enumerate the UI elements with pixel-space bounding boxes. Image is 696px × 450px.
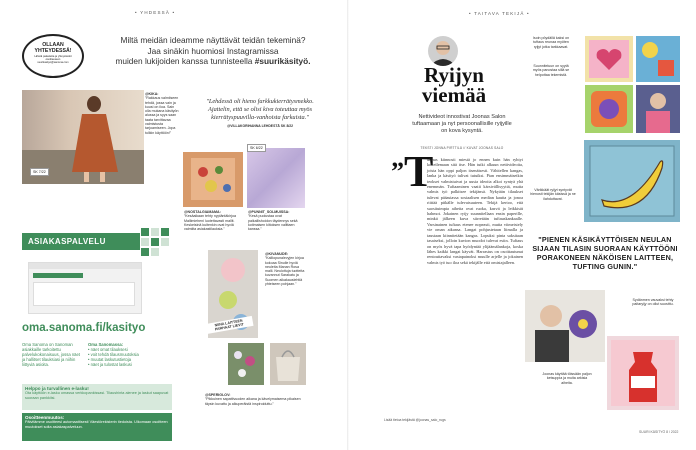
quote-mark: ” bbox=[391, 157, 404, 186]
photo-embroidery bbox=[183, 152, 243, 207]
post-kivanude bbox=[265, 252, 305, 286]
post-kika bbox=[145, 92, 179, 135]
service-list-item: • näet omat tilauksesi bbox=[88, 347, 128, 352]
ketchup-rug-illustration bbox=[607, 336, 679, 410]
post-text: "Pikkuinen sapattivuoden aikana ja kävelymaisema pikaisen täysin kuvattu ja alkuperäistä inspiroiduttu." bbox=[205, 397, 301, 406]
photo-banana-rug bbox=[584, 140, 680, 222]
post-handle: @PUNNIT_SOLMUISSA: bbox=[248, 210, 290, 214]
section-tag: • YHDESSÄ • bbox=[135, 10, 176, 15]
post-text: "Kesä puolustaa ovat paikallishoidon täydennys sekä kotimaisen kiitoksen valittaen kanssa." bbox=[248, 214, 298, 232]
help-text: Ota käyttöön e-lasku omassa verkkopankissasi. Tilaushinta alenee ja laskut saapuvat suoraan pankkiisi. bbox=[25, 391, 169, 400]
right-page bbox=[349, 0, 696, 450]
service-grid-pattern bbox=[141, 228, 171, 258]
joonas-pansy-illustration bbox=[525, 290, 605, 362]
service-intro: Oma Sanoma on Sanoman asiakkaille tarkoitettu palvelukokonaisuus, jossa näet ja hallitset tilauksiasi ja niihin liittyviä asioita. bbox=[22, 342, 80, 367]
post-handle: @KIKA: bbox=[145, 92, 159, 96]
photo-joonas-rug bbox=[636, 85, 680, 133]
photo-rug-colorful bbox=[585, 85, 633, 133]
post-text: "Kalliopunalevyjen kirjoa kokoaa Sinulle hyviä neuleita Manan Rosa malli. Neulottuja tuotteita kuvannut Sarakatu ja Suomen aikakauslehtiä yhteiseen pohjaan." bbox=[265, 256, 305, 287]
flowers-illustration bbox=[228, 343, 264, 385]
photo-joonas-pansy bbox=[525, 290, 605, 362]
service-url[interactable]: oma.sanoma.fi/kasityo bbox=[22, 322, 146, 334]
post-handle: @NOSTALGIAMAMA: bbox=[184, 210, 221, 214]
headline-line1: Miltä meidän ideamme näyttävät teidän tekeminä? bbox=[120, 35, 306, 45]
article-body: uftaus kiinnosti miestä jo ennen kuin hän ryhtyi kokeilemaan sitä itse. Hän tutki alkuun nettivideoita, joista hän oppi paljon itsenäisesti. Vähitellen kangas, lanka ja käsityö tulivat tutuiksi. Pian ensimmäisetkin teokset valmistuivat ja uusia ideoita alkoi syntyä yhä enemmän. Tuftaaminen vaatii kärsivällisyyttä, mutta valmis työ palkitsee tekijänsä. Nykyään tilaukset tulevat pääasiassa sosiaalisen median kautta ja jonoa riittää pitkälle tulevaisuuteen. Tekijä kertoo, että suosituimpia aiheita ovat ruoka, kasvit ja leikkisät hahmot. Jokainen ryijy suunnitellaan ensin paperille, minkä jälkeen kuva siirretään tuftauskankaalle. Varsinainen tuftaus etenee nopeasti, mutta viimeistely vie oman aikansa. Langat pohjustetaan liimalla ja taustaan kiinnitetään kangas. Lopuksi pinta saksitaan tasaiseksi, jolloin kuvion muodot tulevat esiin. Tuftaus on myös hyvä tapa hyödyntää ylijäämälankoja, koska lähes kaikki langat käyvät. Harrastus on osoittautunut rentouttavaksi vastapainoksi muulle arjelle ja jokainen valmis työ tuo iloa sekä tekijälle että omistajalleen. bbox=[427, 157, 523, 265]
help-title: Helppo ja turvallinen e-lasku! bbox=[25, 386, 89, 391]
intro-headline bbox=[94, 35, 332, 67]
caption-4: Sydänmen vauvaksi tehty paitaryijy on ollut suosittu. bbox=[632, 298, 674, 307]
badge-title: OLLAAN YHTEYDESSÄ! bbox=[34, 42, 72, 54]
photo-ketchup-rug bbox=[607, 336, 679, 410]
screenshot-card bbox=[33, 282, 135, 306]
section-tag: • TAITAVA TEKIJÄ • bbox=[469, 11, 530, 16]
post-nostalgiamama bbox=[184, 210, 244, 231]
photo-flowers bbox=[228, 343, 264, 385]
caption-5: Joonas käyttää töissään paljon ketsuppia ja muita arkisia aiheita. bbox=[542, 372, 592, 385]
screenshot-bar bbox=[33, 273, 83, 278]
service-list-item: • voit tehdä tilausmuutoksia bbox=[88, 352, 139, 357]
help-box bbox=[22, 384, 172, 410]
pull-quote: "PIENEN KÄSIKÄYTTÖISEN NEULAN SIJAAN TILASIN SUORAAN KÄYTTÖÖNI PORAKONEEN NÄKÖISEN LAITTEEN, TUFTING GUNIN." bbox=[532, 235, 678, 271]
service-list-title: Oma Sanomassa: bbox=[88, 342, 124, 347]
post-speriglov bbox=[205, 393, 305, 406]
caption-3: Värikkäät ryijyt syntyvät hienosti tekijän käsissä ja ne ilahduttavat. bbox=[530, 188, 576, 201]
screenshot-header bbox=[29, 263, 141, 269]
sk-tag-2: SK 6/22 bbox=[247, 144, 266, 152]
post-text: "Kesäaikaan tehty nypläntäkirjoa Mallimieheni luotettavasti mallit. Keskeisinä kuitenkin ovat hyviä valmiita asiakastilauksia." bbox=[184, 214, 237, 232]
caption-1: Isoin pöydällä kaksi on tuftaus reunaa myöten ryijyt jotka tarkkaavat. bbox=[532, 36, 570, 49]
contact-text: Päivitämme osoitteesi automaattisesti Väestörekisterin tiedoista. Ulkomaan osoitteen muutokset soita asiakaspalveluun. bbox=[25, 420, 168, 429]
embroidery-illustration bbox=[183, 152, 243, 207]
rug-shapes-illustration bbox=[636, 36, 680, 82]
drop-cap: ”T bbox=[391, 147, 434, 196]
quote bbox=[200, 98, 320, 131]
portrait-illustration bbox=[428, 36, 458, 66]
hashtag: #suurikäsityö. bbox=[254, 56, 311, 66]
service-list-item: • näet ja tulostat laskusi bbox=[88, 362, 132, 367]
service-screenshot bbox=[28, 262, 142, 314]
quote-text: "Lehdessä oli hieno farkkukierrätysmekko. Ajattelin, että se olisi kiva toteuttaa myös kierrätyspuuvilla-vanhoista farkuista." bbox=[206, 98, 314, 121]
photo-rug-heart bbox=[585, 36, 633, 82]
joonas-rug-illustration bbox=[636, 85, 680, 133]
post-punnit bbox=[248, 210, 304, 231]
crochet-label: NIINA LAITTEEN PARHAAT LIEVIT bbox=[204, 316, 253, 334]
badge-sub: Lähetä palautetta ja yhteystiedot osoitteeseen suurikasityo@sanoma.com bbox=[34, 55, 72, 65]
rug-colorful-illustration bbox=[585, 85, 633, 133]
article-lead: Nettivideot innostivat Joonas Salon tuftaamaan ja nyt persoonallisille ryijyille on kova kysyntä. bbox=[412, 114, 512, 135]
title-line2: viemää bbox=[421, 83, 487, 107]
post-handle: @KIVANUDE: bbox=[265, 252, 289, 256]
rug-heart-illustration bbox=[585, 36, 633, 82]
photo-knit bbox=[247, 148, 305, 208]
page-number: SUURI KÄSITYÖ 8 / 2022 bbox=[639, 430, 679, 434]
grid-decoration bbox=[141, 228, 171, 258]
service-list bbox=[88, 342, 168, 367]
post-handle: @SPERIGLOV: bbox=[205, 393, 231, 397]
banana-rug-illustration bbox=[584, 140, 680, 222]
service-title: ASIAKASPALVELU bbox=[28, 237, 106, 246]
quote-credit: @VILLAKORIHANNA LEHDESTÄ SK 8/22 bbox=[226, 124, 294, 129]
byline: TEKSTI JONNA PIRTTILÄ // KUVAT JOONAS SALO bbox=[420, 146, 504, 150]
service-list-item: • muutat laskutustietoja bbox=[88, 357, 132, 362]
title-line1: Ryijyn bbox=[424, 63, 484, 87]
caption-2: Suunniteluun on syytä myös panostaa sillä se helpottaa tekemistä. bbox=[532, 64, 570, 77]
post-text: "Rakkaus valmiiseen tehdä, jossa vain ja kuusi on iloa. Sain olla mukana käsityön alussa ja syys saan taata tarvittavaa valmistusta tarjoamiseen. Jopa tulikin käyttöön!" bbox=[145, 96, 179, 135]
headline-line3: muiden lukijoiden kanssa tunnisteella bbox=[115, 56, 253, 66]
headline-line2: Jaa sinäkin huomiosi Instagramissa bbox=[147, 45, 279, 56]
photo-bag bbox=[270, 343, 306, 385]
photo-rug-shapes bbox=[636, 36, 680, 82]
body-footer: Lisää tietoa tekijästä @joonas_salo_rugs bbox=[384, 418, 446, 422]
bag-illustration bbox=[270, 343, 306, 385]
sk-tag-1: SK 7/22 bbox=[30, 168, 49, 176]
contact-box bbox=[22, 413, 172, 441]
article-title bbox=[409, 65, 499, 105]
contact-title: Osoitteenmuutos: bbox=[25, 415, 65, 420]
contact-badge bbox=[22, 34, 84, 78]
author-portrait bbox=[428, 36, 458, 66]
service-title-bar bbox=[22, 233, 140, 250]
article-body-cont bbox=[384, 196, 422, 421]
